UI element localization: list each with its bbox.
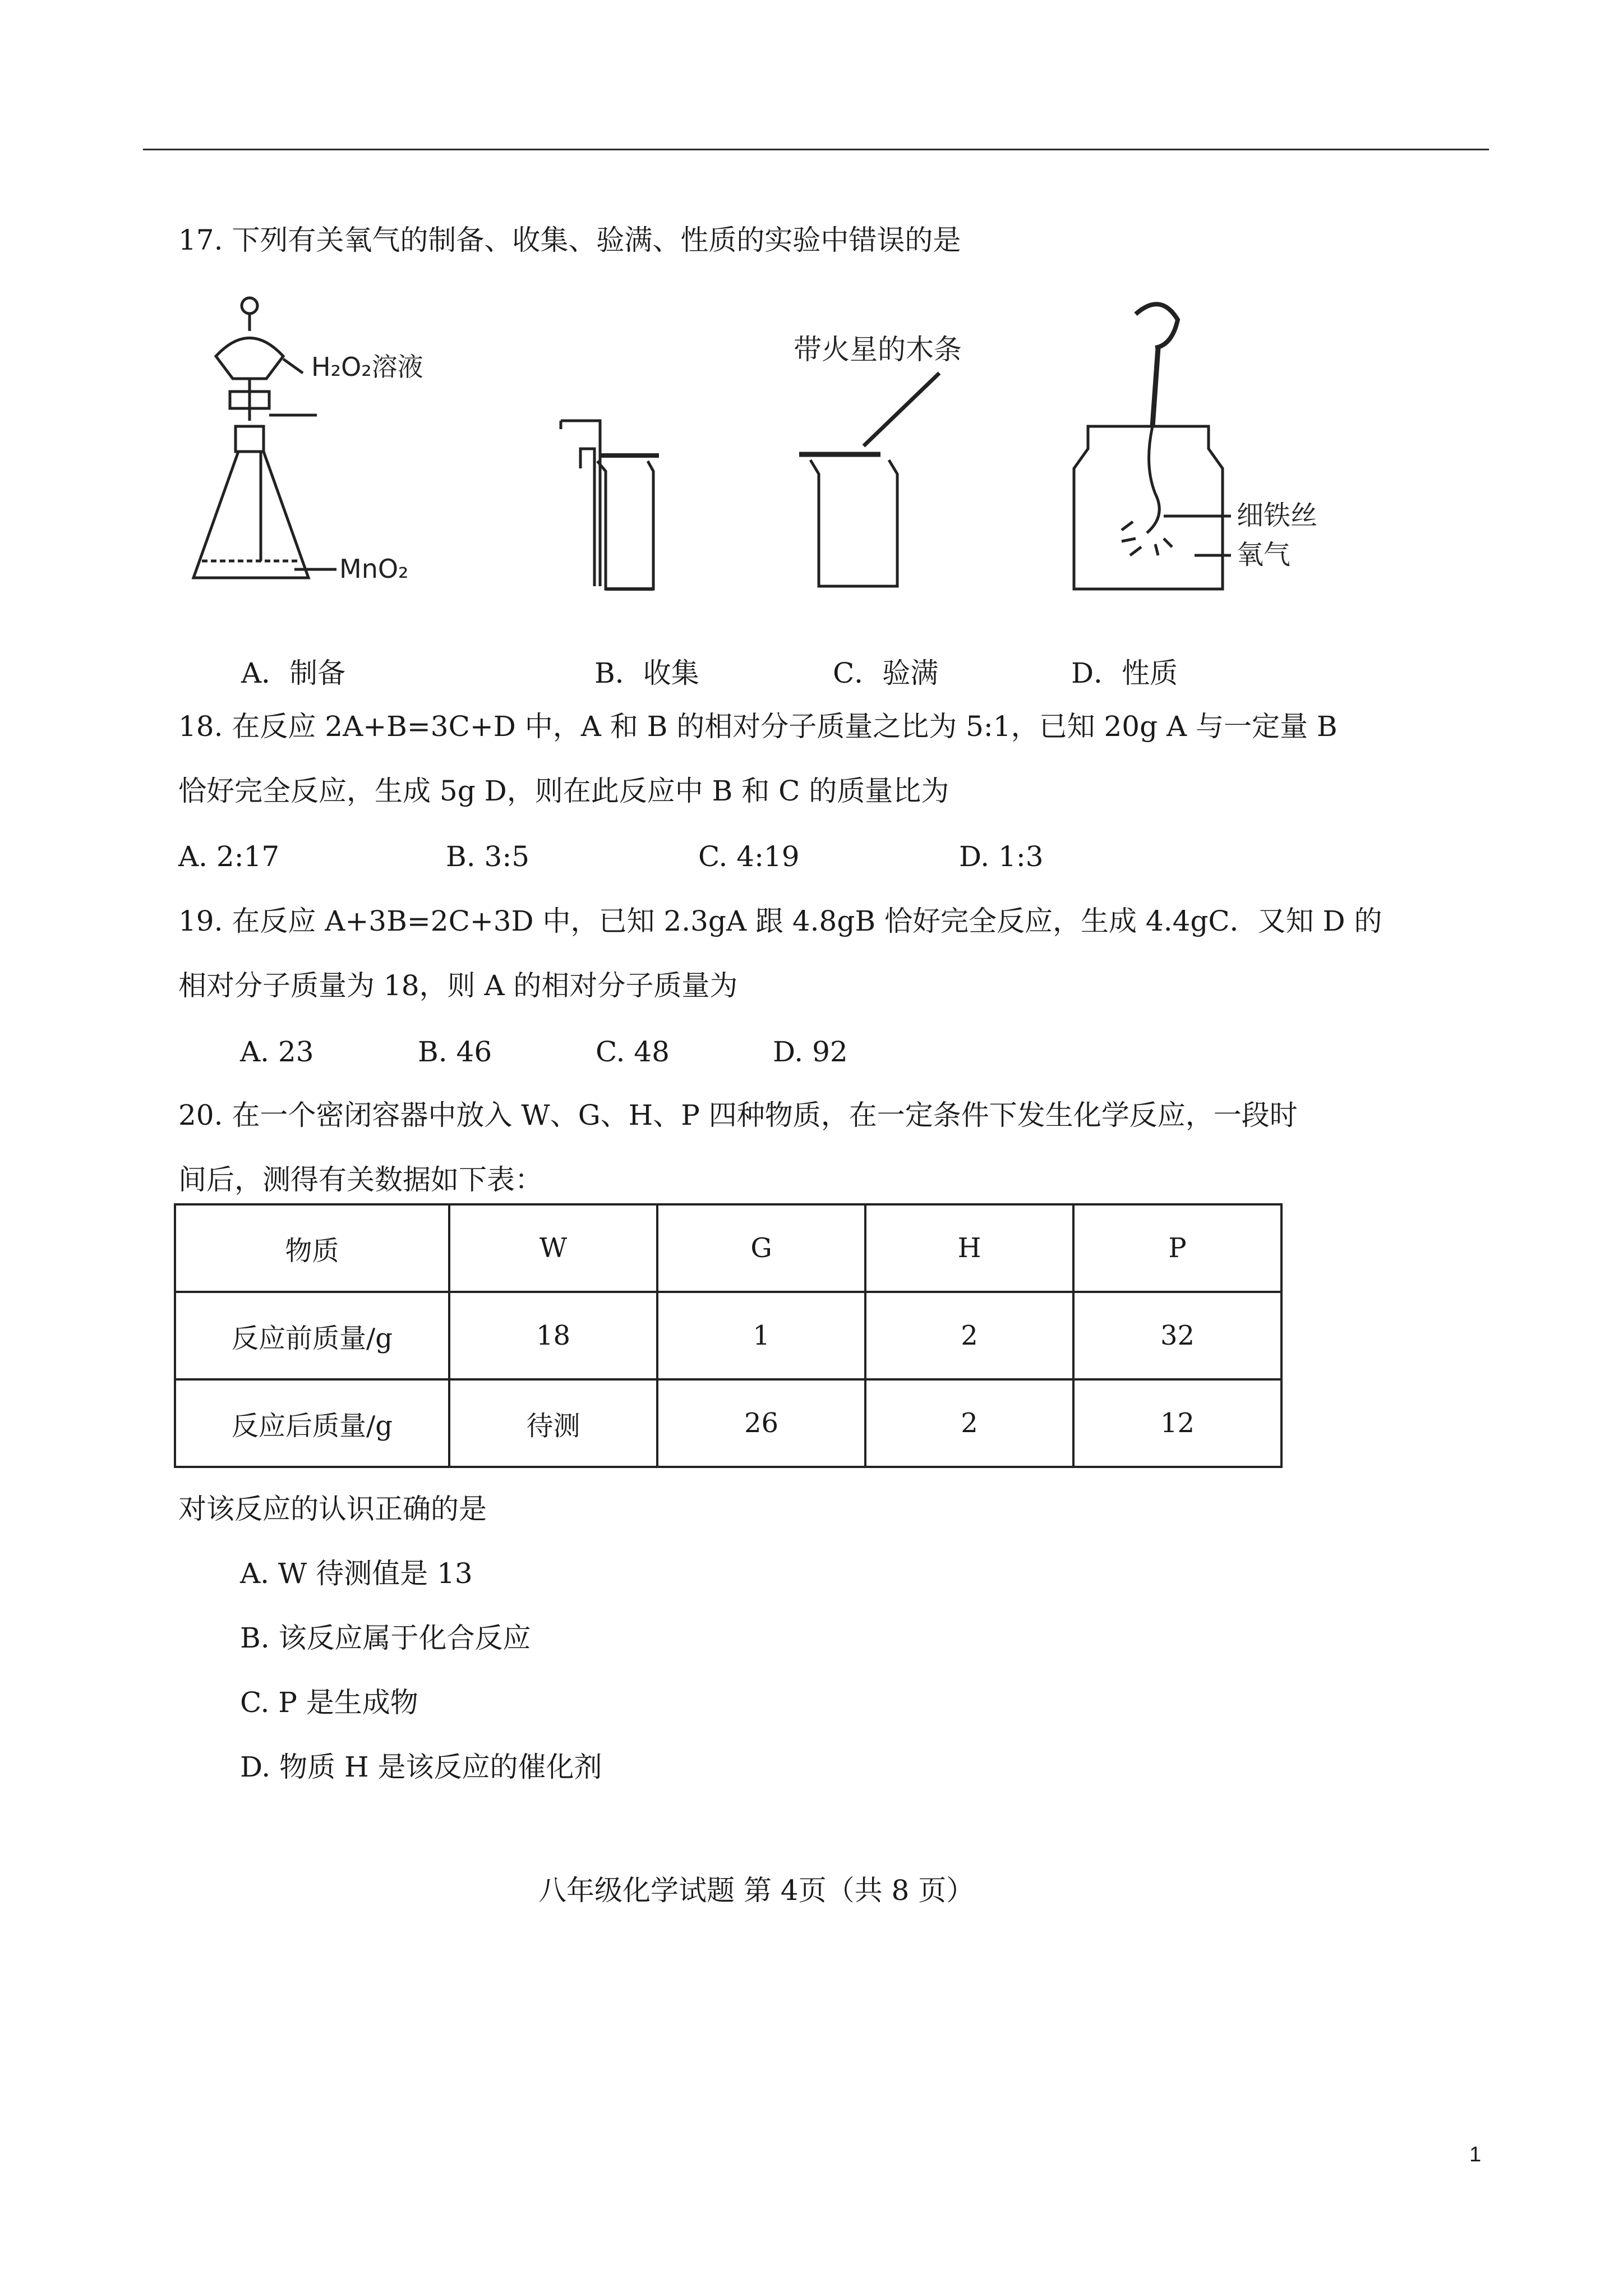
table-header-cell: 物质 bbox=[175, 1204, 449, 1292]
table-header-cell: G bbox=[657, 1204, 865, 1292]
table-header-row bbox=[175, 1204, 1281, 1292]
header-rule bbox=[143, 149, 1489, 150]
q18-option-a: A. 2:17 bbox=[178, 840, 280, 873]
figure-d-label-gas: 氧气 bbox=[1237, 539, 1291, 570]
q20-prompt: 对该反应的认识正确的是 bbox=[178, 1493, 487, 1525]
table-cell: 26 bbox=[657, 1379, 865, 1467]
q18-option-d: D. 1:3 bbox=[959, 840, 1044, 873]
page-footer: 八年级化学试题 第 4页（共 8 页） bbox=[538, 1874, 975, 1907]
table-cell: 2 bbox=[865, 1292, 1073, 1379]
figure-c-label: 带火星的木条 bbox=[794, 333, 962, 366]
table-row bbox=[175, 1379, 1281, 1467]
table-cell: 反应前质量/g bbox=[175, 1292, 449, 1379]
page-number: 1 bbox=[1469, 2143, 1482, 2166]
q18-option-c: C. 4:19 bbox=[698, 840, 800, 873]
q17-stem: 17. 下列有关氧气的制备、收集、验满、性质的实验中错误的是 bbox=[178, 224, 961, 256]
q20-line1: 20. 在一个密闭容器中放入 W、G、H、P 四种物质，在一定条件下发生化学反应，一段时 bbox=[178, 1099, 1298, 1131]
q19-option-c: C. 48 bbox=[596, 1036, 670, 1068]
table-cell: 32 bbox=[1073, 1292, 1281, 1379]
q19-option-d: D. 92 bbox=[773, 1036, 848, 1068]
table-cell: 1 bbox=[657, 1292, 865, 1379]
table-row bbox=[175, 1292, 1281, 1379]
q20-option-b: B. 该反应属于化合反应 bbox=[240, 1622, 531, 1654]
q17-figures bbox=[168, 292, 1346, 606]
figure-d-apparatus bbox=[1074, 304, 1231, 589]
figure-a-apparatus bbox=[193, 298, 336, 578]
table-cell: 待测 bbox=[449, 1379, 657, 1467]
table-header-cell: W bbox=[449, 1204, 657, 1292]
q20-option-a: A. W 待测值是 13 bbox=[240, 1557, 473, 1590]
q18-line1: 18. 在反应 2A+B=3C+D 中，A 和 B 的相对分子质量之比为 5:1，已知 20g A 与一定量 B bbox=[178, 710, 1338, 743]
q20-line2: 间后，测得有关数据如下表： bbox=[178, 1163, 543, 1196]
figure-a-caption: A．制备 bbox=[241, 657, 346, 689]
figure-a-label-h2o2: H₂O₂溶液 bbox=[311, 352, 423, 382]
q18-option-b: B. 3:5 bbox=[446, 840, 529, 873]
q20-data-table bbox=[174, 1203, 1283, 1468]
table-header-cell: P bbox=[1073, 1204, 1281, 1292]
figure-b-caption: B．收集 bbox=[594, 657, 699, 689]
figure-d-caption: D．性质 bbox=[1071, 657, 1178, 689]
table-cell: 2 bbox=[865, 1379, 1073, 1467]
figure-b-apparatus bbox=[561, 421, 659, 589]
q19-line1: 19. 在反应 A+3B=2C+3D 中，已知 2.3gA 跟 4.8gB 恰好完全反应，生成 4.4gC．又知 D 的 bbox=[178, 905, 1382, 937]
table-cell: 反应后质量/g bbox=[175, 1379, 449, 1467]
table-cell: 18 bbox=[449, 1292, 657, 1379]
figure-c-apparatus bbox=[799, 373, 939, 586]
q19-option-b: B. 46 bbox=[418, 1036, 492, 1068]
table-cell: 12 bbox=[1073, 1379, 1281, 1467]
figure-c-caption: C．验满 bbox=[833, 657, 939, 689]
figure-d-label-wire: 细铁丝 bbox=[1237, 500, 1318, 531]
figure-a-label-mno2: MnO₂ bbox=[339, 554, 409, 584]
q19-line2: 相对分子质量为 18，则 A 的相对分子质量为 bbox=[178, 969, 738, 1002]
q18-line2: 恰好完全反应，生成 5g D，则在此反应中 B 和 C 的质量比为 bbox=[178, 775, 949, 807]
q19-option-a: A. 23 bbox=[240, 1036, 314, 1068]
q20-option-d: D. 物质 H 是该反应的催化剂 bbox=[240, 1751, 602, 1783]
table-header-cell: H bbox=[865, 1204, 1073, 1292]
q20-option-c: C. P 是生成物 bbox=[240, 1686, 418, 1719]
